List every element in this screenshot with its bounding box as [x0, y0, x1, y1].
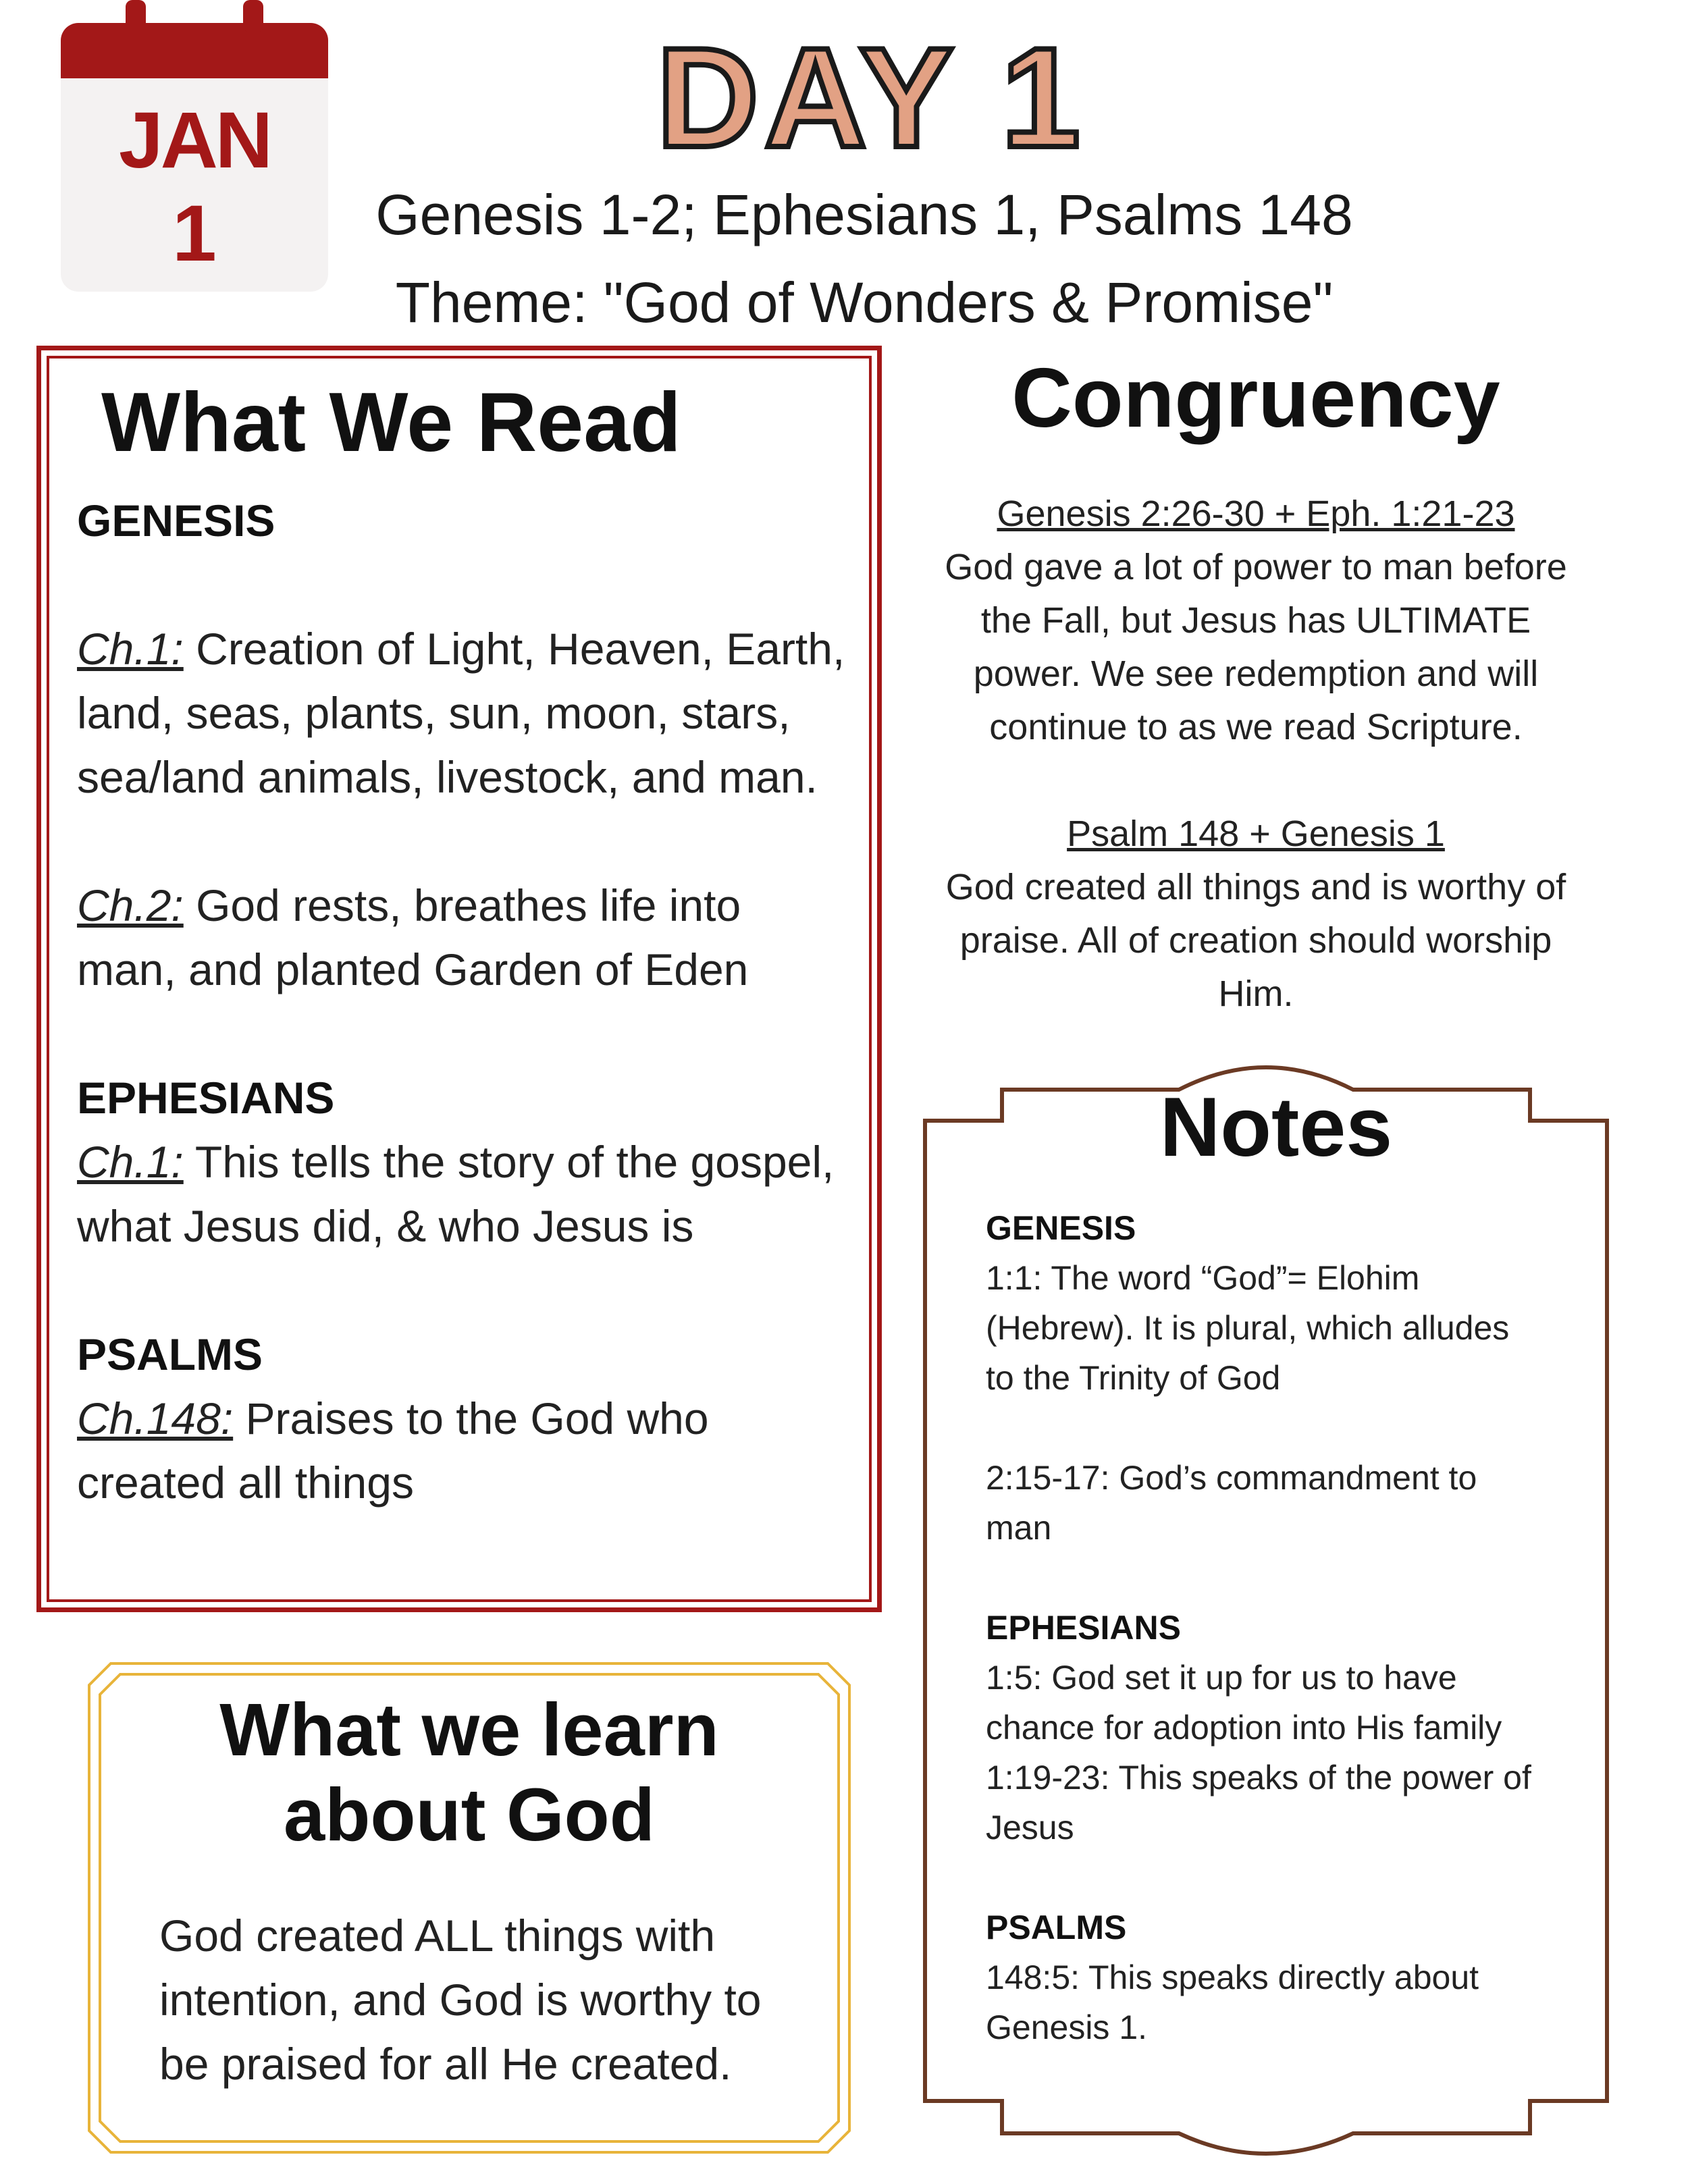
- notes-ephesians-title: EPHESIANS: [986, 1609, 1181, 1647]
- learn-heading: [101, 1688, 837, 1858]
- what-we-read-heading: What We Read: [101, 376, 681, 469]
- notes-psalms-title: PSALMS: [986, 1909, 1127, 1946]
- calendar-header-bar: [61, 23, 328, 78]
- genesis-ch1-label: Ch.1:: [77, 624, 184, 674]
- notes-genesis-title: GENESIS: [986, 1209, 1136, 1247]
- calendar-month: JAN: [118, 96, 271, 185]
- learn-heading-line-2: about God: [284, 1774, 655, 1857]
- notes-content: [986, 1203, 1539, 2052]
- genesis-title: GENESIS: [77, 496, 275, 545]
- congruency-text-2: God created all things and is worthy of praise. All of creation should worship Him.: [945, 867, 1566, 1014]
- congruency-heading: Congruency: [1011, 352, 1500, 445]
- notes-ephesians-note-2: 1:19-23: This speaks of the power of Jesus: [986, 1759, 1531, 1846]
- ephesians-title: EPHESIANS: [77, 1073, 335, 1123]
- psalms-title: PSALMS: [77, 1329, 263, 1379]
- page-title: DAY 1: [656, 18, 1086, 177]
- calendar-day: 1: [172, 189, 217, 278]
- calendar-ring-right: [243, 0, 263, 32]
- ephesians-ch1-label: Ch.1:: [77, 1137, 184, 1187]
- what-we-read-content: [77, 489, 847, 1515]
- psalms-ch148-label: Ch.148:: [77, 1393, 234, 1443]
- congruency-ref-1: Genesis 2:26-30 + Eph. 1:21-23: [997, 494, 1515, 534]
- genesis-ch2-text: God rests, breathes life into man, and planted Garden of Eden: [77, 880, 749, 994]
- ephesians-ch1-entry: [77, 1130, 847, 1258]
- reading-list: Genesis 1-2; Ephesians 1, Psalms 148: [375, 183, 1353, 246]
- notes-genesis-note-1: 1:1: The word “God”= Elohim (Hebrew). It is plural, which alludes to the Trinity of God: [986, 1259, 1510, 1397]
- psalms-ch148-entry: [77, 1387, 847, 1515]
- notes-ephesians-note-1: 1:5: God set it up for us to have chance for adoption into His family: [986, 1659, 1502, 1747]
- congruency-ref-2: Psalm 148 + Genesis 1: [1067, 814, 1445, 854]
- genesis-ch2-entry: [77, 874, 847, 1002]
- congruency-content: [925, 487, 1587, 1021]
- ephesians-ch1-text: This tells the story of the gospel, what Jesus did, & who Jesus is: [77, 1137, 835, 1251]
- psalms-ch148-text: Praises to the God who created all things: [77, 1393, 709, 1508]
- genesis-ch2-label: Ch.2:: [77, 880, 184, 930]
- theme-line: Theme: "God of Wonders & Promise": [395, 271, 1334, 334]
- notes-genesis-note-2: 2:15-17: God’s commandment to man: [986, 1459, 1477, 1547]
- congruency-text-1: God gave a lot of power to man before the Fall, but Jesus has ULTIMATE power. We see redemption and will continue to as we read Scripture.: [945, 547, 1567, 747]
- learn-body: God created ALL things with intention, and God is worthy to be praised for all He created.: [159, 1911, 762, 2089]
- notes-psalms-note-1: 148:5: This speaks directly about Genesis 1.: [986, 1959, 1479, 2046]
- notes-heading: Notes: [1159, 1081, 1393, 1174]
- genesis-ch1-text: Creation of Light, Heaven, Earth, land, seas, plants, sun, moon, stars, sea/land animals, livestock, and man.: [77, 624, 845, 802]
- calendar-ring-left: [126, 0, 146, 32]
- learn-heading-line-1: What we learn: [219, 1688, 719, 1772]
- genesis-ch1-entry: [77, 617, 847, 809]
